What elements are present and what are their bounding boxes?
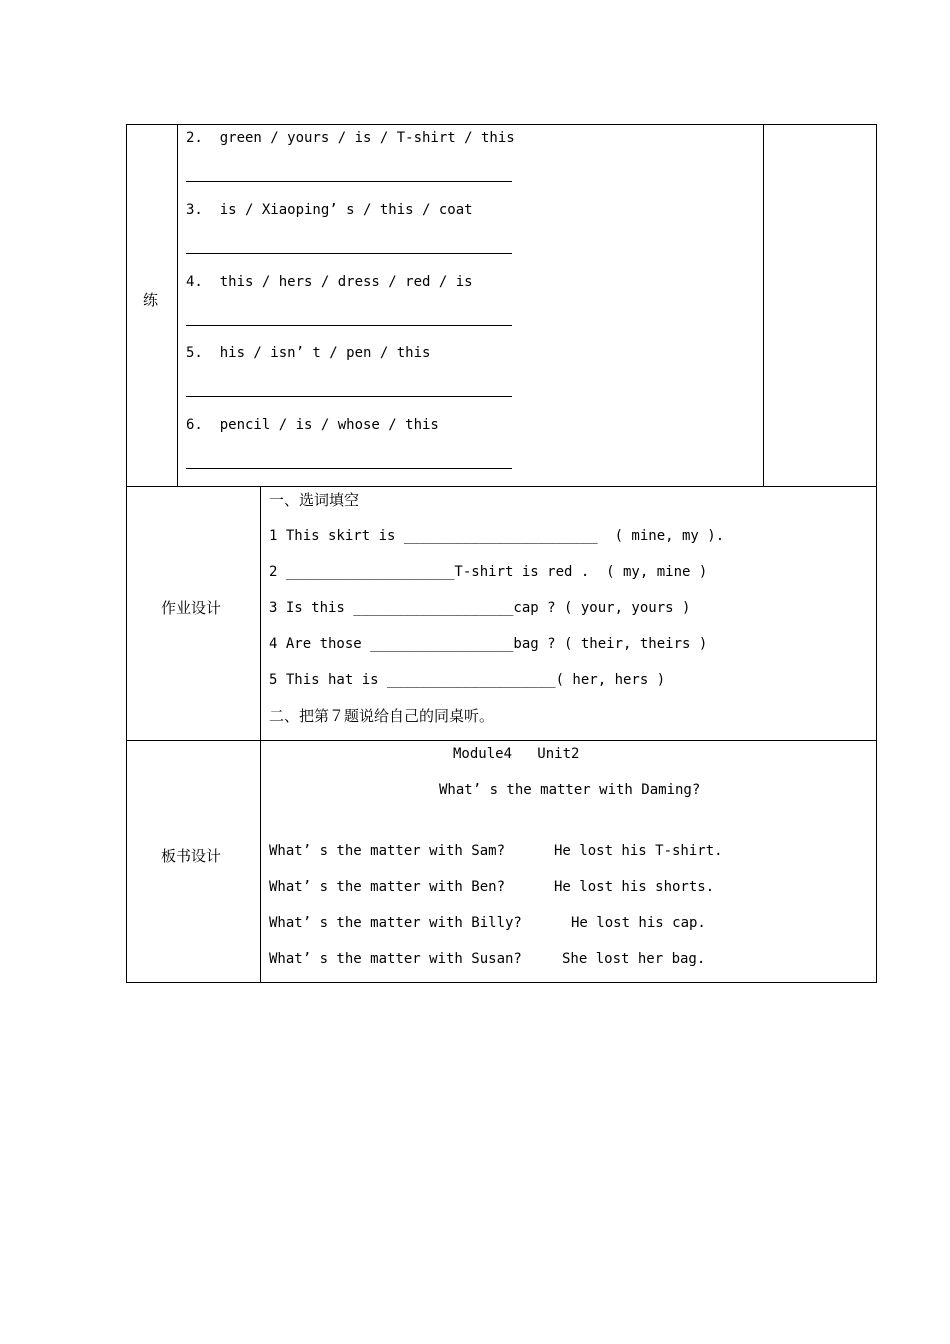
board-answer: He lost his T-shirt. <box>554 843 723 859</box>
answer-line <box>186 325 512 326</box>
board-answer: She lost her bag. <box>562 951 706 967</box>
board-label: 板书设计 <box>161 847 222 865</box>
homework-item: 4 Are those _________________bag ? ( their, theirs ) <box>269 636 708 652</box>
board-question: What’ s the matter with Susan? <box>269 951 522 967</box>
answer-line <box>186 468 512 469</box>
practice-item: 5. his / isn’ t / pen / this <box>186 345 431 361</box>
lower-label-divider <box>260 486 261 983</box>
practice-label: 练 <box>143 291 159 309</box>
practice-item: 4. this / hers / dress / red / is <box>186 274 473 290</box>
homework-label: 作业设计 <box>161 599 222 617</box>
homework-item: 5 This hat is ____________________( her, hers ) <box>269 672 666 688</box>
practice-item: 6. pencil / is / whose / this <box>186 417 439 433</box>
homework-item: 1 This skirt is _______________________ ( mine, my ). <box>269 528 725 544</box>
row-divider-homework <box>126 486 877 487</box>
answer-line <box>186 181 512 182</box>
board-answer: He lost his shorts. <box>554 879 715 895</box>
board-title: What’ s the matter with Daming? <box>439 782 701 798</box>
homework-task-2: 二、把第７题说给自己的同桌听。 <box>269 707 495 725</box>
board-question: What’ s the matter with Ben? <box>269 879 506 895</box>
homework-item: 3 Is this ___________________cap ? ( your, yours ) <box>269 600 691 616</box>
board-module: Module4 Unit2 <box>453 746 580 762</box>
board-answer: He lost his cap. <box>571 915 706 931</box>
row-divider-board <box>126 740 877 741</box>
homework-item: 2 ____________________T-shirt is red . ( my, mine ) <box>269 564 708 580</box>
practice-item: 2. green / yours / is / T-shirt / this <box>186 130 515 146</box>
board-question: What’ s the matter with Sam? <box>269 843 506 859</box>
homework-heading: 一、选词填空 <box>269 491 360 509</box>
practice-item: 3. is / Xiaoping’ s / this / coat <box>186 202 473 218</box>
board-question: What’ s the matter with Billy? <box>269 915 522 931</box>
practice-label-divider <box>177 124 178 486</box>
answer-line <box>186 253 512 254</box>
practice-right-divider <box>763 124 764 486</box>
answer-line <box>186 396 512 397</box>
